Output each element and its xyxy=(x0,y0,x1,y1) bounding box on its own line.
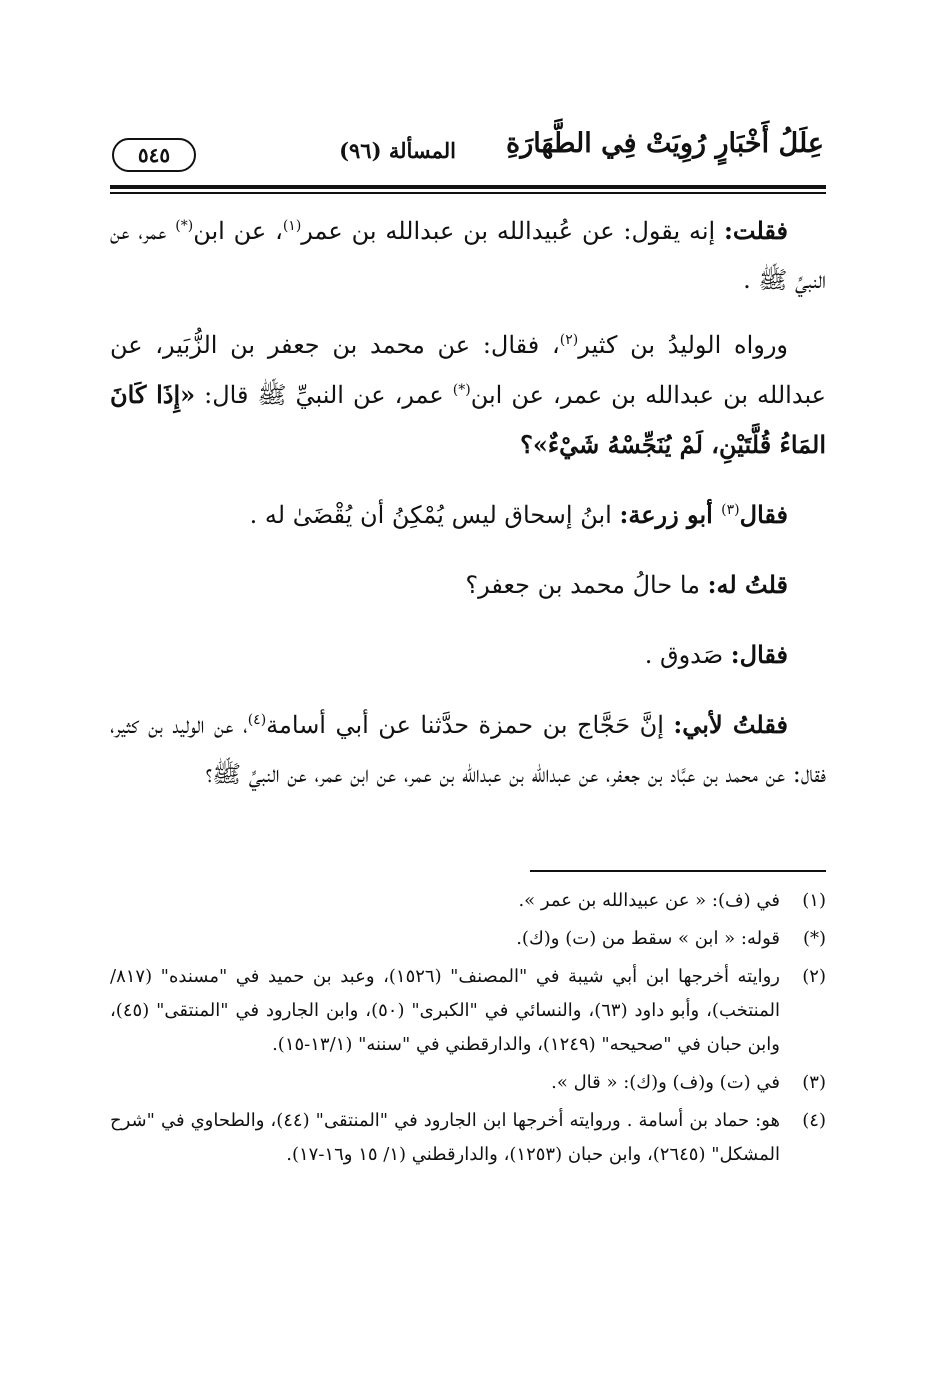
header-rule-thick xyxy=(110,185,826,189)
footnote-ref: (*) xyxy=(452,382,471,398)
footnotes xyxy=(110,884,826,1176)
paragraph-lead: أبو زرعة: xyxy=(619,500,722,529)
paragraph-1 xyxy=(110,206,826,305)
footnote-text: في (ت) و(ف) و(ك): « قال ». xyxy=(551,1072,780,1093)
paragraph-3 xyxy=(110,490,826,540)
issue-label: المسألة (٩٦) xyxy=(339,138,456,163)
book-title: عِلَلُ أَخْبَارٍ رُوِيَتْ فِي الطَّهَارَةِ xyxy=(506,128,824,159)
paragraph-text: صَدوق . xyxy=(644,641,731,669)
footnote xyxy=(110,922,826,956)
footnote xyxy=(110,960,826,1062)
footnote-text: روايته أخرجها ابن أبي شيبة في "المصنف" (١٥٢٦)، وعبد بن حميد في "مسنده" (٨١٧/المنتخب)، وأبو داود (٦٣)، والنسائي في "الكبرى" (٥٠)، وابن الجارود في "المنتقى" (٤٥)، وابن حبان في "صحيحه" (١٢٤٩)، والدارقطني في "سننه" (١٣/١-١٥). xyxy=(110,966,780,1055)
paragraph-6 xyxy=(110,700,826,799)
header-rule-thin xyxy=(110,192,826,194)
footnote-ref: (١) xyxy=(282,218,302,234)
page-number-badge xyxy=(112,138,196,172)
paragraph-text: ابنُ إسحاق ليس يُمْكِنُ أن يُقْضَىٰ له . xyxy=(249,501,620,529)
paragraph-text: عمر، عن النبيِّ ﷺ قال: xyxy=(195,381,453,409)
paragraph-text: ، فقال: عن محمد بن جعفر بن الزُّبَير، عن عبدالله بن عبدالله بن عمر، عن ابن xyxy=(110,331,827,409)
paragraph-2 xyxy=(110,321,826,470)
hadith-quote: «إِذَا كَانَ المَاءُ قُلَّتَيْنِ، لَمْ يُنَجِّسْهُ شَيْءٌ»؟ xyxy=(110,380,826,459)
footnote-ref: (٤) xyxy=(247,712,267,728)
paragraph-text: ، عن الوليد بن كثير، فقال: عن محمد بن عبَّاد بن جعفر، عن عبدالله بن عبدالله بن عمر، عن ابن عمر، عن النبيِّ ﷺ؟ xyxy=(110,711,826,788)
footnote-mark: (٢) xyxy=(802,966,826,987)
footnote-text: قوله: « ابن » سقط من (ت) و(ك). xyxy=(516,928,780,949)
paragraph-text: إنَّ حَجَّاج بن حمزة حدَّثنا عن أبي أسامة xyxy=(266,711,674,739)
paragraph-5 xyxy=(110,630,826,680)
paragraph-text: ، عن ابن xyxy=(193,217,283,245)
footnote-ref: (٢) xyxy=(559,332,579,348)
paragraph-4 xyxy=(110,560,826,610)
paragraph-text: إنه يقول: عن عُبيدالله بن عبدالله بن عمر xyxy=(301,217,725,245)
page-header xyxy=(110,128,826,180)
footnote-mark: (٤) xyxy=(802,1110,826,1131)
page-number: ٥٤٥ xyxy=(137,143,171,167)
footnote-separator xyxy=(530,870,826,872)
footnote-ref: (*) xyxy=(175,218,194,234)
paragraph-text: ما حالُ محمد بن جعفر؟ xyxy=(465,571,708,599)
paragraph-lead: فقلت: xyxy=(724,216,788,245)
paragraph-lead: فقال: xyxy=(730,640,788,669)
footnote-ref: (٣) xyxy=(721,502,740,518)
footnote xyxy=(110,884,826,918)
paragraph-lead: فقال xyxy=(739,500,788,529)
footnote-mark: (١) xyxy=(802,890,826,911)
footnote-mark: (٣) xyxy=(802,1072,826,1093)
paragraph-lead: قلتُ له: xyxy=(707,570,788,599)
footnote-text: هو: حماد بن أسامة . وروايته أخرجها ابن الجارود في "المنتقى" (٤٤)، والطحاوي في "شرح المشكل" (٢٦٤٥)، وابن حبان (١٢٥٣)، والدارقطني (١/ ١٥ و١٦-١٧). xyxy=(110,1110,780,1165)
footnote xyxy=(110,1066,826,1100)
paragraph-text: عمر، عن النبيِّ ﷺ . xyxy=(110,217,826,294)
main-text xyxy=(110,206,826,799)
footnote-text: في (ف): « عن عبيدالله بن عمر ». xyxy=(518,890,780,911)
footnote-mark: (*) xyxy=(802,928,826,949)
paragraph-text: ورواه الوليدُ بن كثير xyxy=(578,331,789,359)
footnote xyxy=(110,1104,826,1172)
paragraph-lead: فقلتُ لأبي: xyxy=(673,710,788,739)
